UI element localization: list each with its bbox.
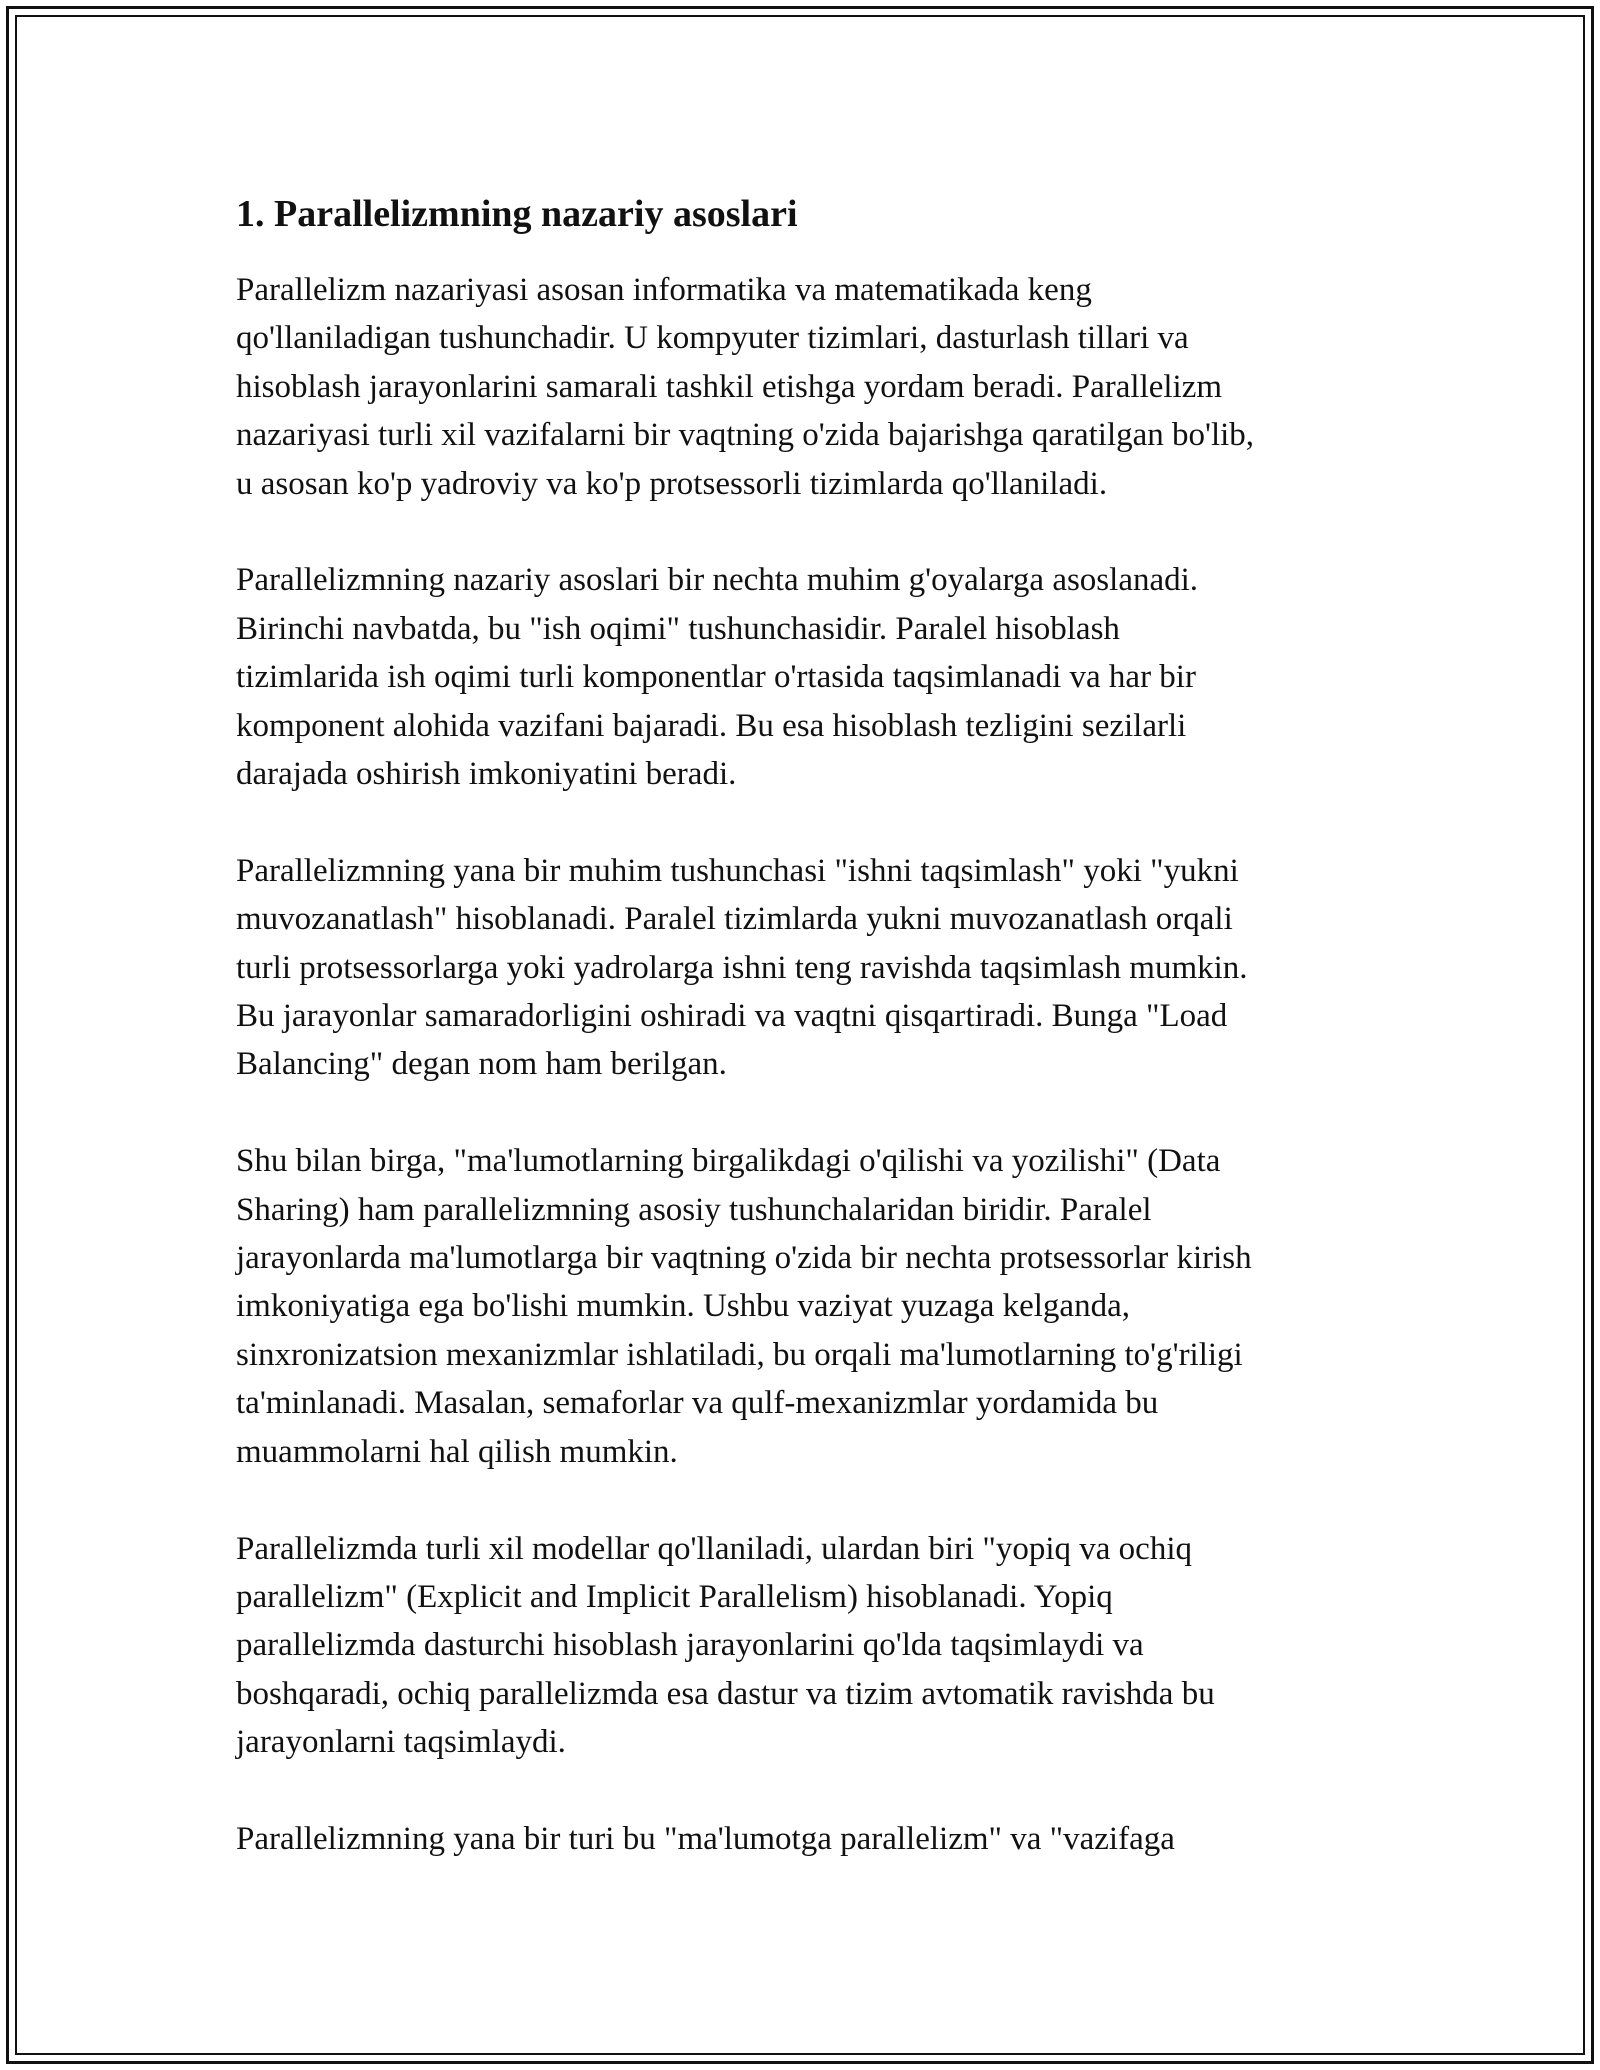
paragraph-line: Bu jarayonlar samaradorligini oshiradi va vaqtni qisqartiradi. Bunga "Load bbox=[236, 998, 1228, 1035]
paragraph-line: Birinchi navbatda, bu "ish oqimi" tushunchasidir. Paralel hisoblash bbox=[236, 610, 1120, 647]
paragraph-line: Shu bilan birga, "ma'lumotlarning birgalikdagi o'qilishi va yozilishi" (Data bbox=[236, 1143, 1221, 1180]
paragraph-line: imkoniyatiga ega bo'lishi mumkin. Ushbu vaziyat yuzaga kelganda, bbox=[236, 1288, 1130, 1325]
paragraph-line: Parallelizmning yana bir turi bu "ma'lumotga parallelizm" va "vazifaga bbox=[236, 1820, 1175, 1857]
paragraph-5 bbox=[236, 1525, 1376, 1767]
paragraph-line: parallelizmda dasturchi hisoblash jarayonlarini qo'lda taqsimlaydi va bbox=[236, 1627, 1144, 1664]
paragraph-line: sinxronizatsion mexanizmlar ishlatiladi, bu orqali ma'lumotlarning to'g'riligi bbox=[236, 1336, 1243, 1373]
paragraph-line: darajada oshirish imkoniyatini beradi. bbox=[236, 756, 737, 793]
paragraph-line: Balancing" degan nom ham berilgan. bbox=[236, 1046, 727, 1083]
paragraph-2 bbox=[236, 556, 1376, 798]
paragraph-line: jarayonlarda ma'lumotlarga bir vaqtning o'zida bir nechta protsessorlar kirish bbox=[236, 1240, 1252, 1277]
paragraph-line: Sharing) ham parallelizmning asosiy tushunchalaridan biridir. Paralel bbox=[236, 1191, 1152, 1228]
paragraph-line: nazariyasi turli xil vazifalarni bir vaqtning o'zida bajarishga qaratilgan bo'lib, bbox=[236, 417, 1255, 454]
paragraph-6 bbox=[236, 1815, 1376, 1863]
paragraph-line: hisoblash jarayonlarini samarali tashkil etishga yordam beradi. Parallelizm bbox=[236, 368, 1223, 405]
paragraph-list bbox=[236, 266, 1376, 1863]
paragraph-line: Parallelizmning nazariy asoslari bir nechta muhim g'oyalarga asoslanadi. bbox=[236, 562, 1199, 599]
paragraph-line: u asosan ko'p yadroviy va ko'p protsessorli tizimlarda qo'llaniladi. bbox=[236, 465, 1108, 502]
paragraph-3 bbox=[236, 847, 1376, 1089]
paragraph-line: muvozanatlash" hisoblanadi. Paralel tizimlarda yukni muvozanatlash orqali bbox=[236, 901, 1233, 938]
paragraph-line: boshqaradi, ochiq parallelizmda esa dastur va tizim avtomatik ravishda bu bbox=[236, 1675, 1215, 1712]
paragraph-line: jarayonlarni taqsimlaydi. bbox=[236, 1724, 566, 1761]
paragraph-line: turli protsessorlarga yoki yadrolarga ishni teng ravishda taqsimlash mumkin. bbox=[236, 949, 1248, 986]
paragraph-line: parallelizm" (Explicit and Implicit Parallelism) hisoblanadi. Yopiq bbox=[236, 1578, 1113, 1615]
paragraph-line: komponent alohida vazifani bajaradi. Bu esa hisoblash tezligini sezilarli bbox=[236, 707, 1187, 744]
paragraph-line: qo'llaniladigan tushunchadir. U kompyuter tizimlari, dasturlash tillari va bbox=[236, 320, 1189, 357]
document-body bbox=[236, 188, 1376, 1863]
paragraph-line: Parallelizmda turli xil modellar qo'llaniladi, ulardan biri "yopiq va ochiq bbox=[236, 1530, 1193, 1567]
section-heading: 1. Parallelizmning nazariy asoslari bbox=[236, 193, 798, 235]
paragraph-line: ta'minlanadi. Masalan, semaforlar va qulf-mexanizmlar yordamida bu bbox=[236, 1385, 1159, 1422]
paragraph-line: Parallelizmning yana bir muhim tushunchasi "ishni taqsimlash" yoki "yukni bbox=[236, 852, 1239, 889]
paragraph-line: Parallelizm nazariyasi asosan informatika va matematikada keng bbox=[236, 272, 1092, 308]
paragraph-1 bbox=[236, 266, 1376, 508]
paragraph-line: tizimlarida ish oqimi turli komponentlar o'rtasida taqsimlanadi va har bir bbox=[236, 659, 1196, 696]
paragraph-line: muammolarni hal qilish mumkin. bbox=[236, 1433, 678, 1470]
paragraph-4 bbox=[236, 1137, 1376, 1476]
